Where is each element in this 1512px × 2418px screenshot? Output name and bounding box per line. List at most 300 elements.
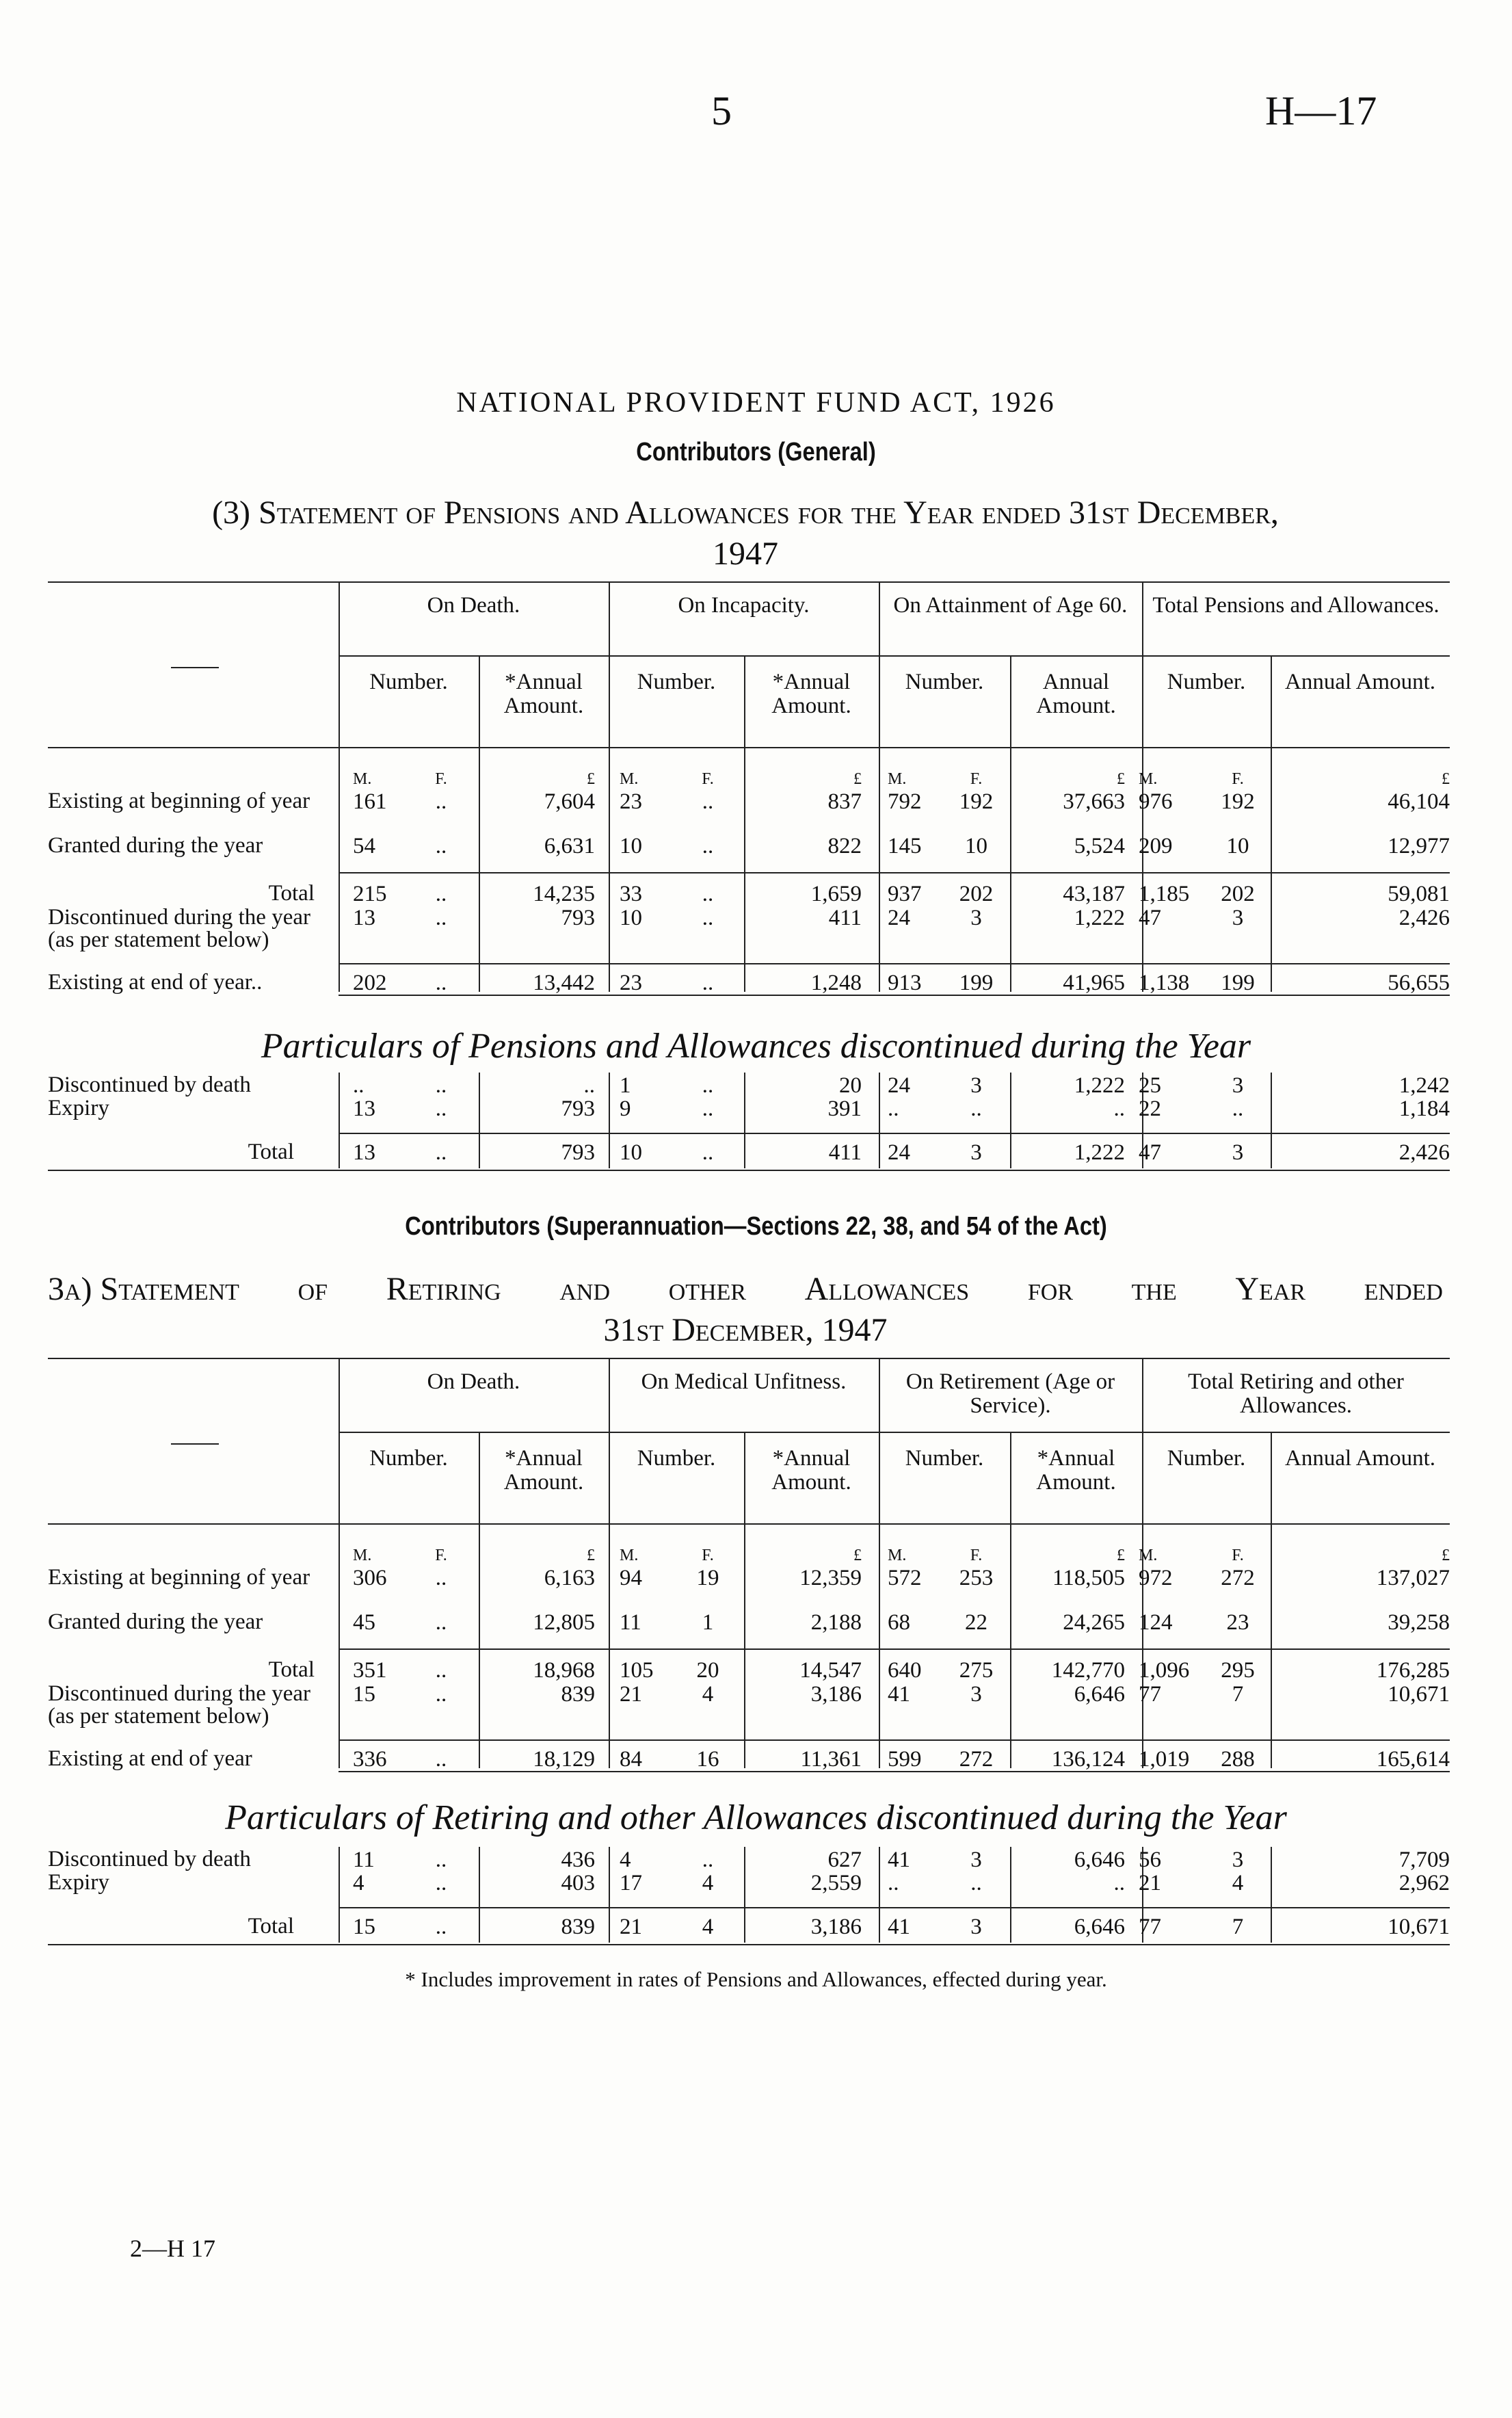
subcolumn-divider [1010,1847,1011,1943]
subcolumn-divider [1271,1073,1272,1168]
row-label: Existing at beginning of year [48,789,310,813]
particulars-row-2-cell: 2,426 [1398,1140,1450,1165]
subcolumn-header: *Annual Amount. [503,670,584,718]
particulars-row-1-cell: 793 [561,1096,595,1121]
row-label: Discontinued during the year (as per statement below) [48,1681,310,1729]
particulars-row-0-cell: 3 [970,1073,982,1098]
particulars-row-label: Discontinued by death [48,1073,251,1097]
row-0-cell: 192 [1221,789,1255,814]
column-divider [339,1358,340,1768]
group-header: On Death. [427,593,520,618]
row-4-cell: 599 [888,1747,922,1772]
particulars-row-2-cell: 1,222 [1074,1140,1125,1165]
row-1-cell: 22 [965,1610,987,1635]
row-2-cell: 33 [620,882,642,906]
unit-label: M. [888,770,907,788]
particulars-row-2-cell: 839 [561,1915,595,1939]
row-label: Existing at beginning of year [48,1565,310,1590]
row-2-cell: .. [435,1658,447,1683]
unit-label: F. [702,1547,714,1564]
row-0-cell: 6,163 [544,1566,595,1590]
document-reference: H—17 [1265,88,1377,133]
row-0-cell: .. [435,1566,447,1590]
row-4-cell: 16 [696,1747,719,1772]
row-label: Granted during the year [48,833,263,858]
row-2-cell: 640 [888,1658,922,1683]
subcolumn-divider [479,1432,480,1768]
section2-title [48,1269,1443,1351]
row-1-cell: 54 [353,834,375,858]
particulars-row-2-cell: 15 [353,1915,375,1939]
row-1-cell: 10 [1226,834,1249,858]
end-rule [339,1739,1450,1741]
particulars-row-0-cell: .. [435,1073,447,1098]
subcolumn-divider [744,655,745,992]
row-3-cell: 3 [970,1682,982,1707]
row-4-cell: 11,361 [800,1747,862,1772]
row-1-cell: .. [702,834,714,858]
group-header: On Death. [427,1369,520,1394]
unit-label: £ [587,770,595,788]
row-4-cell: 41,965 [1063,971,1125,995]
row-2-cell: 295 [1221,1658,1255,1683]
column-divider [609,581,610,992]
group-header: On Retirement (Age or Service). [905,1369,1115,1418]
table-bottom-rule [339,1771,1450,1772]
row-label: Total [268,881,315,906]
end-rule [339,963,1450,964]
header-bottom-rule [48,1523,1450,1525]
row-0-cell: 272 [1221,1566,1255,1590]
unit-label: £ [1117,1547,1125,1564]
row-3-cell: 3 [970,906,982,930]
particulars-row-1-cell: 4 [1232,1871,1244,1895]
particulars-row-2-cell: 21 [620,1915,642,1939]
row-4-cell: 336 [353,1747,387,1772]
row-4-cell: 13,442 [533,971,595,995]
particulars-row-1-cell: 9 [620,1096,631,1121]
subcolumn-header: Annual Amount. [1285,670,1435,694]
subcolumn-header: Number. [905,670,984,694]
unit-label: M. [353,770,372,788]
particulars-row-2-cell: 6,646 [1074,1915,1125,1939]
act-title: NATIONAL PROVIDENT FUND ACT, 1926 [456,387,1056,419]
particulars-row-1-cell: 391 [827,1096,862,1121]
group-rule [339,1432,1450,1433]
particulars-total-rule [339,1907,1450,1908]
header-dash [171,667,219,668]
section1-title-line1: (3) Statement of Pensions and Allowances for the Year ended 31st December, [212,495,1279,531]
particulars-row-2-cell: 10,671 [1388,1915,1450,1939]
particulars-row-2-cell: 793 [561,1140,595,1165]
subcolumn-header: Number. [637,670,716,694]
subcolumn-header: Number. [1167,1446,1246,1471]
particulars-row-2-cell: 13 [353,1140,375,1165]
header-bottom-rule [48,747,1450,748]
unit-label: F. [435,770,447,788]
row-3-cell: 41 [888,1682,910,1707]
row-2-cell: 1,096 [1139,1658,1190,1683]
particulars-row-label: Total [248,1914,294,1939]
column-divider [879,1358,880,1768]
row-1-cell: 12,805 [533,1610,595,1635]
row-4-cell: 202 [353,971,387,995]
particulars-row-0-cell: .. [583,1073,595,1098]
row-0-cell: 118,505 [1052,1566,1125,1590]
row-2-cell: 105 [620,1658,654,1683]
row-1-cell: 10 [965,834,987,858]
row-1-cell: .. [435,1610,447,1635]
subcolumn-header: *Annual Amount. [771,1446,851,1495]
header-dash [171,1443,219,1445]
row-1-cell: 2,188 [810,1610,862,1635]
particulars-row-1-cell: 17 [620,1871,642,1895]
particulars-bottom-rule [48,1944,1450,1945]
particulars-row-label: Discontinued by death [48,1847,251,1871]
row-0-cell: 19 [696,1566,719,1590]
row-2-cell: 176,285 [1376,1658,1450,1683]
particulars-row-1-cell: 4 [702,1871,714,1895]
group-header: On Incapacity. [678,593,810,618]
particulars-row-0-cell: .. [353,1073,364,1098]
row-3-cell: 77 [1139,1682,1161,1707]
particulars-row-1-cell: .. [970,1096,982,1121]
column-divider [879,581,880,992]
row-4-cell: 56,655 [1388,971,1450,995]
section2-title-line1: 3a) Statement of Retiring and other Allowances for the Year ended [48,1271,1443,1307]
row-3-cell: 839 [561,1682,595,1707]
row-4-cell: 199 [1221,971,1255,995]
row-2-cell: 275 [959,1658,994,1683]
subcolumn-divider [479,655,480,992]
row-4-cell: 913 [888,971,922,995]
row-3-cell: .. [702,906,714,930]
row-1-cell: 45 [353,1610,375,1635]
row-4-cell: 1,248 [810,971,862,995]
row-4-cell: 1,019 [1139,1747,1190,1772]
row-0-cell: .. [435,789,447,814]
row-3-cell: 793 [561,906,595,930]
subcolumn-divider [1010,655,1011,992]
group-header: On Medical Unfitness. [641,1369,847,1394]
subcolumn-divider [1271,1847,1272,1943]
section1-particulars-title: Particulars of Pensions and Allowances discontinued during the Year [261,1027,1251,1066]
row-2-cell: 20 [696,1658,719,1683]
row-2-cell: 937 [888,882,922,906]
row-4-cell: 199 [959,971,994,995]
group-header: On Attainment of Age 60. [893,593,1128,618]
row-0-cell: 837 [827,789,862,814]
particulars-row-2-cell: 411 [828,1140,862,1165]
row-2-cell: 215 [353,882,387,906]
unit-label: £ [853,1547,862,1564]
row-0-cell: 161 [353,789,387,814]
row-2-cell: 202 [959,882,994,906]
section2-subtitle: Contributors (Superannuation—Sections 22, 38, and 54 of the Act) [405,1212,1107,1241]
particulars-row-0-cell: 6,646 [1074,1848,1125,1872]
printer-signature: 2—H 17 [130,2235,215,2262]
particulars-row-0-cell: 436 [561,1848,595,1872]
particulars-row-2-cell: 3 [970,1140,982,1165]
row-label: Discontinued during the year (as per statement below) [48,905,310,952]
particulars-row-1-cell: 22 [1139,1096,1161,1121]
row-label: Total [268,1657,315,1682]
subcolumn-header: Annual Amount. [1036,670,1116,718]
particulars-row-2-cell: 3 [1232,1140,1244,1165]
column-divider [609,1073,610,1168]
row-3-cell: 7 [1232,1682,1244,1707]
particulars-row-1-cell: 13 [353,1096,375,1121]
row-2-cell: 1,659 [810,882,862,906]
row-4-cell: .. [435,1747,447,1772]
subcolumn-divider [1271,1432,1272,1768]
row-2-cell: 43,187 [1063,882,1125,906]
particulars-row-0-cell: 1,242 [1398,1073,1450,1098]
group-rule [339,655,1450,657]
row-0-cell: 37,663 [1063,789,1125,814]
particulars-row-2-cell: 3 [970,1915,982,1939]
column-divider [609,1847,610,1943]
particulars-row-1-cell: .. [435,1096,447,1121]
page-number: 5 [711,88,732,133]
subcolumn-header: Number. [905,1446,984,1471]
particulars-row-0-cell: 627 [827,1848,862,1872]
row-1-cell: 23 [1226,1610,1249,1635]
particulars-row-0-cell: 41 [888,1848,910,1872]
row-4-cell: 1,138 [1139,971,1190,995]
unit-label: M. [620,1547,639,1564]
subcolumn-divider [744,1432,745,1768]
particulars-row-0-cell: 25 [1139,1073,1161,1098]
section1-title-line2: 1947 [713,536,778,572]
particulars-row-2-cell: 4 [702,1915,714,1939]
particulars-row-2-cell: .. [435,1140,447,1165]
row-0-cell: 137,027 [1376,1566,1450,1590]
unit-label: M. [1139,1547,1158,1564]
row-1-cell: 24,265 [1063,1610,1125,1635]
row-1-cell: 12,977 [1388,834,1450,858]
row-1-cell: 39,258 [1388,1610,1450,1635]
unit-label: F. [702,770,714,788]
row-2-cell: 1,185 [1139,882,1190,906]
row-2-cell: 142,770 [1051,1658,1125,1683]
particulars-row-0-cell: .. [702,1073,714,1098]
row-0-cell: 94 [620,1566,642,1590]
particulars-row-2-cell: .. [435,1915,447,1939]
row-3-cell: 10,671 [1388,1682,1450,1707]
section2-title-line2: 31st December, 1947 [603,1312,888,1348]
unit-label: M. [620,770,639,788]
unit-label: F. [435,1547,447,1564]
row-0-cell: 972 [1139,1566,1173,1590]
row-0-cell: 7,604 [544,789,595,814]
row-3-cell: 13 [353,906,375,930]
total-rule [339,1648,1450,1650]
row-1-cell: 10 [620,834,642,858]
row-1-cell: 68 [888,1610,910,1635]
row-1-cell: .. [435,834,447,858]
particulars-row-0-cell: 1 [620,1073,631,1098]
unit-label: M. [353,1547,372,1564]
unit-label: F. [1232,1547,1244,1564]
row-0-cell: 976 [1139,789,1173,814]
particulars-row-2-cell: .. [702,1140,714,1165]
row-3-cell: 4 [702,1682,714,1707]
row-2-cell: 202 [1221,882,1255,906]
unit-label: £ [1442,770,1450,788]
row-4-cell: 84 [620,1747,642,1772]
subcolumn-header: Number. [1167,670,1246,694]
particulars-row-1-cell: 21 [1139,1871,1161,1895]
row-0-cell: 792 [888,789,922,814]
particulars-row-1-cell: .. [888,1096,899,1121]
unit-label: F. [970,770,983,788]
unit-label: £ [853,770,862,788]
row-3-cell: 6,646 [1074,1682,1125,1707]
particulars-row-0-cell: 1,222 [1074,1073,1125,1098]
row-4-cell: 288 [1221,1747,1255,1772]
row-0-cell: .. [702,789,714,814]
group-header: Total Retiring and other Allowances. [1188,1369,1404,1418]
particulars-row-0-cell: 3 [1232,1848,1244,1872]
subcolumn-header: Number. [637,1446,716,1471]
row-1-cell: 5,524 [1074,834,1125,858]
row-4-cell: 165,614 [1376,1747,1450,1772]
row-0-cell: 192 [959,789,994,814]
particulars-row-1-cell: .. [970,1871,982,1895]
row-4-cell: 272 [959,1747,994,1772]
particulars-row-0-cell: 11 [353,1848,375,1872]
particulars-row-2-cell: 24 [888,1140,910,1165]
particulars-row-1-cell: 2,559 [810,1871,862,1895]
row-4-cell: 23 [620,971,642,995]
particulars-row-2-cell: 7 [1232,1915,1244,1939]
particulars-row-1-cell: .. [1113,1096,1125,1121]
row-label: Granted during the year [48,1609,263,1634]
row-2-cell: 14,235 [533,882,595,906]
row-1-cell: 11 [620,1610,641,1635]
footnote: * Includes improvement in rates of Pensions and Allowances, effected during year. [405,1967,1107,1991]
row-3-cell: 24 [888,906,910,930]
row-3-cell: 2,426 [1398,906,1450,930]
particulars-row-2-cell: 3,186 [810,1915,862,1939]
row-3-cell: 3,186 [810,1682,862,1707]
row-3-cell: 411 [828,906,862,930]
section1-subtitle: Contributors (General) [636,438,876,466]
particulars-row-2-cell: 77 [1139,1915,1161,1939]
particulars-row-1-cell: .. [888,1871,899,1895]
unit-label: F. [1232,770,1244,788]
row-2-cell: 59,081 [1388,882,1450,906]
particulars-row-0-cell: 24 [888,1073,910,1098]
particulars-row-1-cell: .. [1113,1871,1125,1895]
row-3-cell: 1,222 [1074,906,1125,930]
particulars-row-1-cell: .. [435,1871,447,1895]
subcolumn-divider [1010,1073,1011,1168]
column-divider [879,1073,880,1168]
row-3-cell: .. [435,1682,447,1707]
row-4-cell: 136,124 [1051,1747,1125,1772]
particulars-row-label: Total [248,1140,294,1164]
particulars-row-0-cell: .. [702,1848,714,1872]
row-4-cell: .. [435,971,447,995]
row-3-cell: 10 [620,906,642,930]
row-3-cell: 15 [353,1682,375,1707]
particulars-row-2-cell: 10 [620,1140,642,1165]
subcolumn-header: Number. [369,670,448,694]
row-2-cell: 351 [353,1658,387,1683]
row-0-cell: 306 [353,1566,387,1590]
particulars-row-1-cell: 403 [561,1871,595,1895]
section1-title [48,492,1443,575]
particulars-row-1-cell: 2,962 [1398,1871,1450,1895]
total-rule [339,872,1450,873]
row-1-cell: 822 [827,834,862,858]
column-divider [879,1847,880,1943]
particulars-row-1-cell: .. [1232,1096,1244,1121]
table-top-rule [48,1358,1450,1359]
particulars-row-0-cell: 3 [970,1848,982,1872]
row-4-cell: .. [702,971,714,995]
row-1-cell: 124 [1139,1610,1173,1635]
unit-label: £ [1442,1547,1450,1564]
subcolumn-divider [1010,1432,1011,1768]
unit-label: £ [1117,770,1125,788]
unit-label: F. [970,1547,983,1564]
row-2-cell: .. [702,882,714,906]
particulars-row-0-cell: 4 [620,1848,631,1872]
group-header: Total Pensions and Allowances. [1152,593,1440,618]
row-0-cell: 572 [888,1566,922,1590]
row-3-cell: 47 [1139,906,1161,930]
row-2-cell: 18,968 [533,1658,595,1683]
subcolumn-divider [1271,655,1272,992]
particulars-row-1-cell: 4 [353,1871,364,1895]
particulars-row-2-cell: 41 [888,1915,910,1939]
particulars-row-0-cell: 3 [1232,1073,1244,1098]
column-divider [339,1073,340,1168]
section2-particulars-title: Particulars of Retiring and other Allowances discontinued during the Year [225,1798,1287,1837]
column-divider [609,1358,610,1768]
row-1-cell: 145 [888,834,922,858]
row-0-cell: 253 [959,1566,994,1590]
table-bottom-rule [339,995,1450,996]
row-label: Existing at end of year.. [48,970,263,995]
unit-label: M. [1139,770,1158,788]
unit-label: £ [587,1547,595,1564]
particulars-row-1-cell: 1,184 [1398,1096,1450,1121]
subcolumn-header: Number. [369,1446,448,1471]
row-1-cell: 1 [702,1610,714,1635]
unit-label: M. [888,1547,907,1564]
row-4-cell: 18,129 [533,1747,595,1772]
particulars-row-0-cell: 20 [839,1073,862,1098]
row-3-cell: .. [435,906,447,930]
row-0-cell: 23 [620,789,642,814]
row-2-cell: .. [435,882,447,906]
subcolumn-header: *Annual Amount. [1036,1446,1116,1495]
row-2-cell: 14,547 [799,1658,862,1683]
particulars-bottom-rule [48,1170,1450,1171]
particulars-row-0-cell: 56 [1139,1848,1161,1872]
row-label: Existing at end of year [48,1746,252,1771]
particulars-total-rule [339,1133,1450,1134]
particulars-row-label: Expiry [48,1096,109,1120]
row-0-cell: 46,104 [1388,789,1450,814]
subcolumn-header: Annual Amount. [1285,1446,1435,1471]
table-top-rule [48,581,1450,583]
subcolumn-header: *Annual Amount. [771,670,851,718]
